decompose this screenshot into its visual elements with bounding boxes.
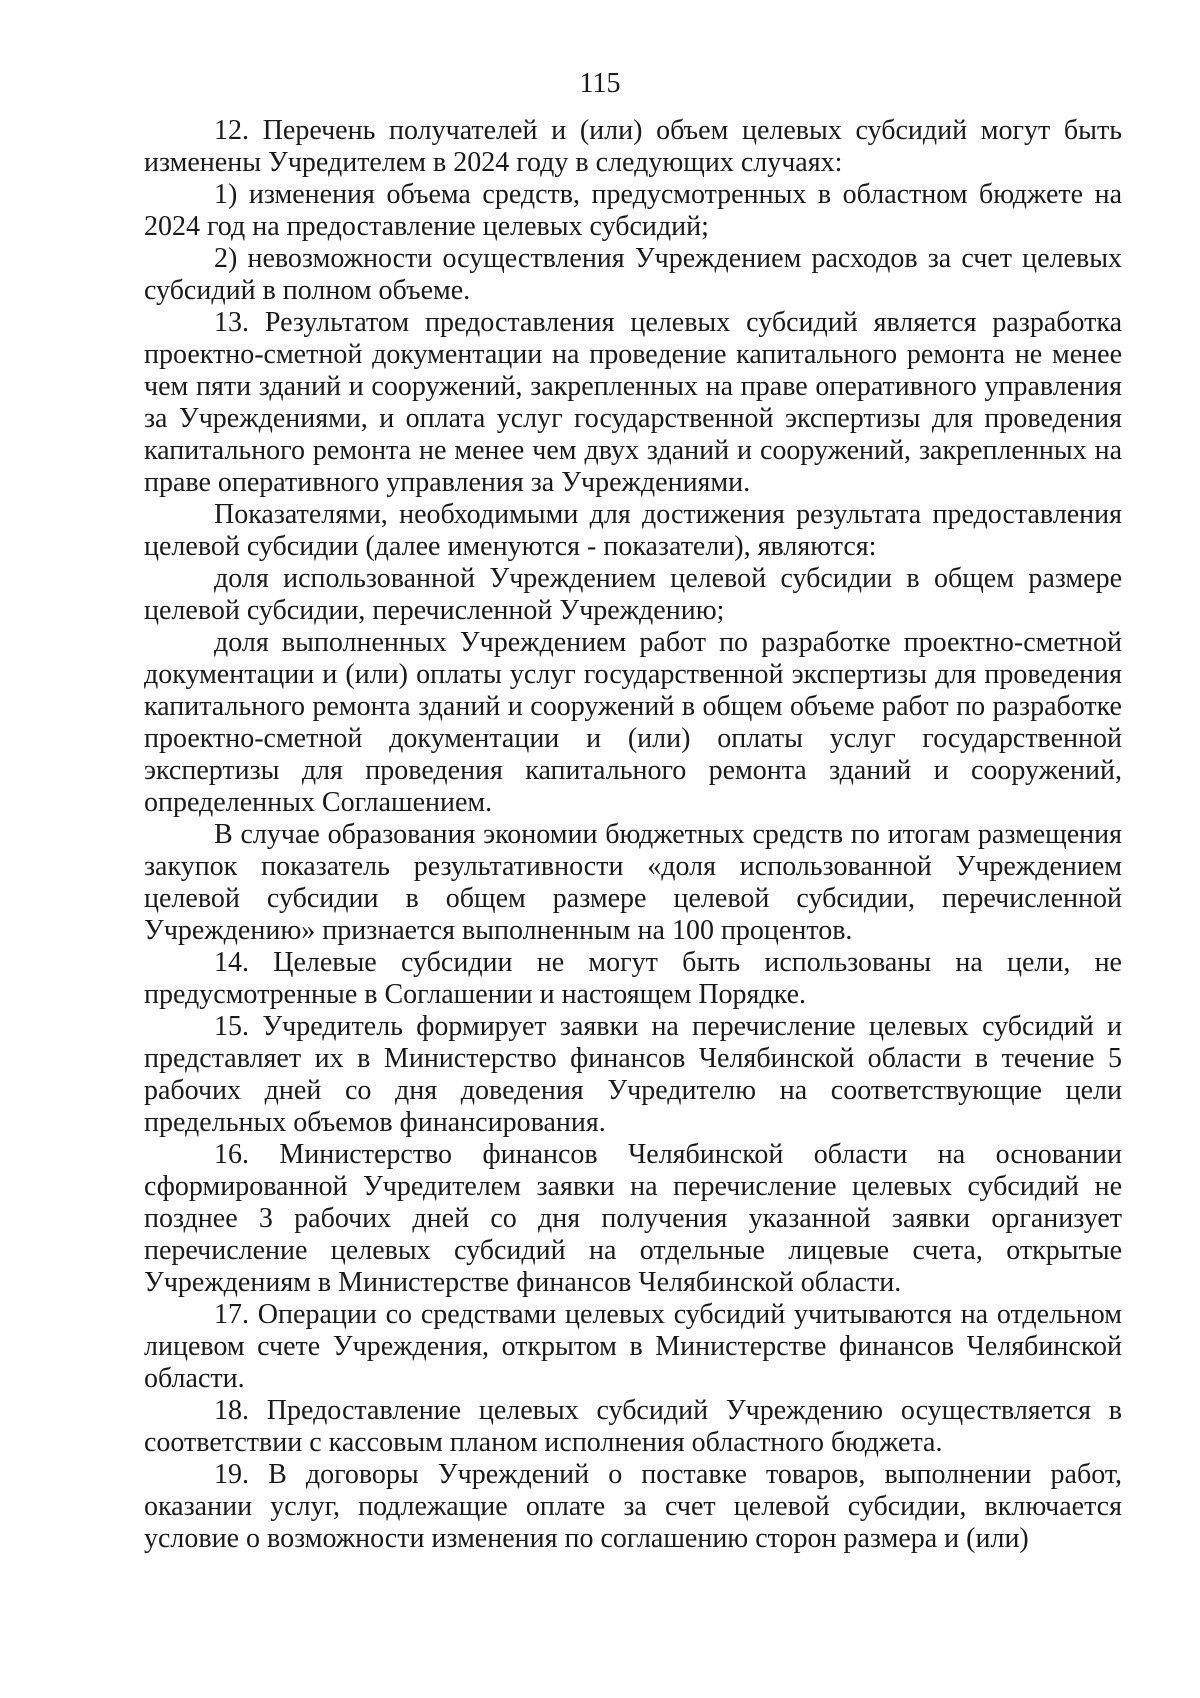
paragraph-indicators-intro: Показателями, необходимыми для достижения результата предоставления целевой субсидии (далее именуются - показатели), являются: (144, 499, 1122, 562)
paragraph-item-15: 15. Учредитель формирует заявки на перечисление целевых субсидий и представляет их в Министерство финансов Челябинской области в течение 5 рабочих дней со дня доведения Учредителю на соответствующие цели предельных объемов финансирования. (144, 1011, 1122, 1138)
paragraph-item-18: 18. Предоставление целевых субсидий Учреждению осуществляется в соответствии с кассовым планом исполнения областного бюджета. (144, 1395, 1122, 1458)
paragraph-item-16: 16. Министерство финансов Челябинской области на основании сформированной Учредителем заявки на перечисление целевых субсидий не позднее 3 рабочих дней со дня получения указанной заявки организует перечисление целевых субсидий на отдельные лицевые счета, открытые Учреждениям в Министерстве финансов Челябинской области. (144, 1139, 1122, 1298)
paragraph-item-17: 17. Операции со средствами целевых субсидий учитываются на отдельном лицевом счете Учреждения, открытом в Министерстве финансов Челябинской области. (144, 1299, 1122, 1394)
paragraph-indicator-1: доля использованной Учреждением целевой субсидии в общем размере целевой субсидии, перечисленной Учреждению; (144, 563, 1122, 626)
paragraph-savings-case: В случае образования экономии бюджетных средств по итогам размещения закупок показатель результативности «доля использованной Учреждением целевой субсидии в общем размере целевой субсидии, перечисленной Учреждению» признается выполненным на 100 процентов. (144, 819, 1122, 946)
paragraph-item-13: 13. Результатом предоставления целевых субсидий является разработка проектно-сметной документации на проведение капитального ремонта не менее чем пяти зданий и сооружений, закрепленных на праве оперативного управления за Учреждениями, и оплата услуг государственной экспертизы для проведения капитального ремонта не менее чем двух зданий и сооружений, закрепленных на праве оперативного управления за Учреждениями. (144, 307, 1122, 498)
paragraph-indicator-2: доля выполненных Учреждением работ по разработке проектно-сметной документации и (или) оплаты услуг государственной экспертизы для проведения капитального ремонта зданий и сооружений в общем объеме работ по разработке проектно-сметной документации и (или) оплаты услуг государственной экспертизы для проведения капитального ремонта зданий и сооружений, определенных Соглашением. (144, 627, 1122, 818)
paragraph-subitem-1: 1) изменения объема средств, предусмотренных в областном бюджете на 2024 год на предоставление целевых субсидий; (144, 179, 1122, 242)
paragraph-item-12: 12. Перечень получателей и (или) объем целевых субсидий могут быть изменены Учредителем в 2024 году в следующих случаях: (144, 115, 1122, 178)
document-body (144, 115, 1122, 1555)
page-number: 115 (579, 68, 621, 99)
paragraph-item-19: 19. В договоры Учреждений о поставке товаров, выполнении работ, оказании услуг, подлежащие оплате за счет целевой субсидии, включается условие о возможности изменения по соглашению сторон размера и (или) (144, 1459, 1122, 1554)
paragraph-subitem-2: 2) невозможности осуществления Учреждением расходов за счет целевых субсидий в полном объеме. (144, 243, 1122, 306)
paragraph-item-14: 14. Целевые субсидии не могут быть использованы на цели, не предусмотренные в Соглашении и настоящем Порядке. (144, 947, 1122, 1010)
